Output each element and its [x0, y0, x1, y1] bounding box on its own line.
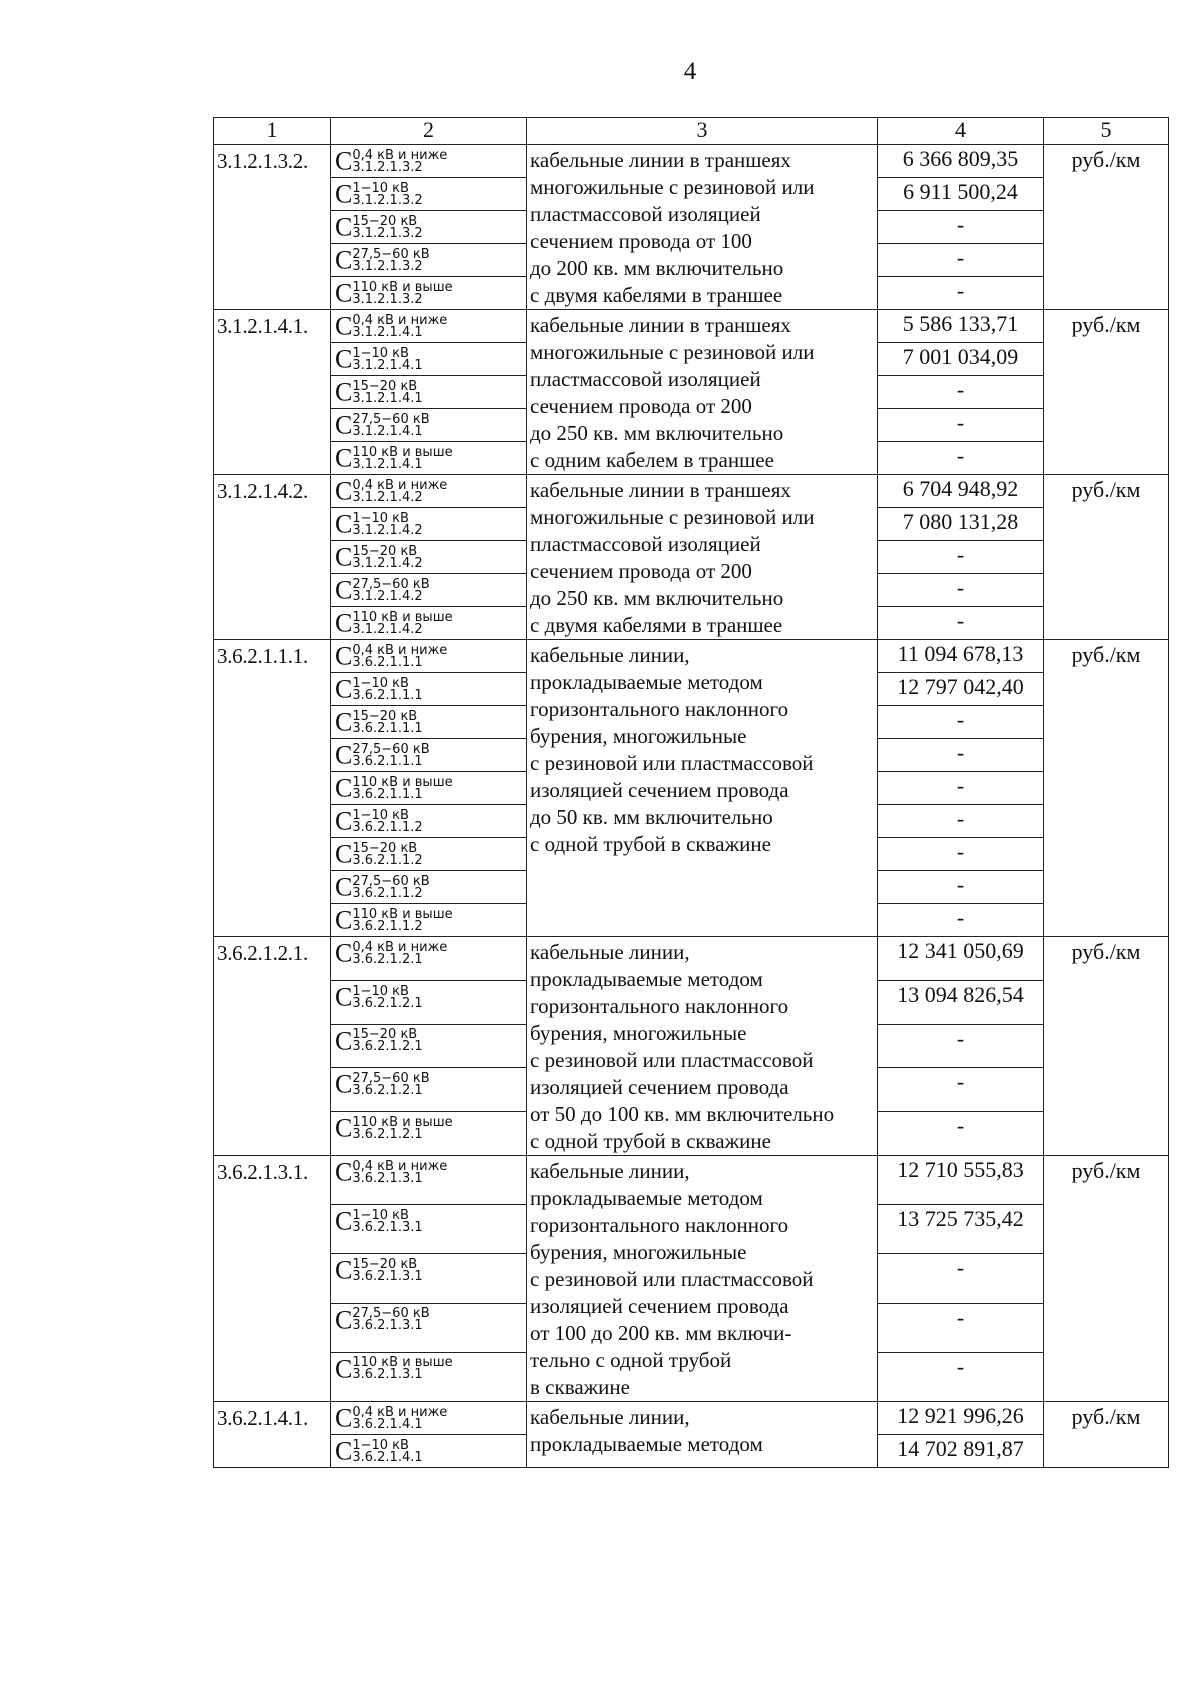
rate-index: 3.6.2.1.1.1	[352, 753, 423, 769]
symbol-indices	[352, 477, 448, 505]
rate-value: -	[878, 1303, 1044, 1352]
symbol-indices	[352, 411, 430, 439]
symbol-indices	[352, 1073, 429, 1097]
rate-symbol	[331, 376, 527, 409]
symbol-letter: C	[335, 542, 353, 572]
item-description	[527, 1156, 878, 1402]
rate-symbol	[331, 673, 527, 706]
rate-symbol	[331, 1303, 527, 1352]
rate-symbol	[331, 442, 527, 475]
rate-symbol	[331, 805, 527, 838]
rate-value: -	[878, 904, 1044, 937]
rate-value: -	[878, 1024, 1044, 1068]
description-line: сечением провода от 200	[530, 394, 752, 418]
item-code: 3.1.2.1.4.2.	[214, 475, 331, 640]
rate-index: 3.1.2.1.4.2	[352, 588, 423, 604]
header-row	[214, 118, 1169, 145]
symbol-letter: C	[335, 905, 353, 935]
symbol-letter: C	[335, 938, 353, 968]
voltage-class: 110 кВ и выше	[352, 279, 453, 295]
symbol-indices	[352, 1357, 452, 1381]
rate-value: 12 921 996,26	[878, 1402, 1044, 1435]
symbol-letter: C	[335, 839, 353, 869]
rate-index: 3.1.2.1.4.1	[352, 423, 423, 439]
rate-symbol	[331, 1068, 527, 1112]
symbol-letter: C	[335, 1305, 353, 1335]
description-line: кабельные линии,	[530, 1405, 690, 1429]
rate-symbol	[331, 904, 527, 937]
symbol-letter: C	[335, 509, 353, 539]
rate-symbol	[331, 1254, 527, 1303]
item-description	[527, 937, 878, 1156]
rate-value: -	[878, 376, 1044, 409]
symbol-letter: C	[335, 608, 353, 638]
table-header	[214, 118, 1169, 145]
symbol-letter: C	[335, 1403, 353, 1433]
symbol-indices	[352, 147, 448, 175]
description-line: многожильные с резиновой или	[530, 340, 815, 364]
description-line: горизонтального наклонного	[530, 994, 789, 1018]
rate-index: 3.6.2.1.2.1	[352, 951, 423, 967]
symbol-indices	[352, 675, 423, 703]
rate-symbol	[331, 1205, 527, 1254]
table-row	[214, 640, 1169, 673]
rate-symbol	[331, 1352, 527, 1401]
voltage-class: 110 кВ и выше	[352, 774, 453, 790]
symbol-indices	[352, 345, 423, 373]
description-line: кабельные линии,	[530, 1159, 690, 1183]
symbol-letter: C	[335, 1113, 353, 1143]
symbol-indices	[352, 312, 448, 340]
description-line: прокладываемые методом	[530, 1186, 763, 1210]
symbol-letter: C	[335, 641, 353, 671]
rate-index: 3.6.2.1.3.1	[352, 1269, 423, 1285]
symbol-letter: C	[335, 1157, 353, 1187]
rate-index: 3.6.2.1.2.1	[352, 1039, 423, 1055]
symbol-letter: C	[335, 1206, 353, 1236]
symbol-indices	[352, 1114, 453, 1142]
rate-index: 3.6.2.1.1.1	[352, 654, 423, 670]
voltage-class: 1−10 кВ	[352, 807, 409, 823]
rate-value: 7 080 131,28	[878, 508, 1044, 541]
column-header: 2	[331, 118, 527, 145]
rate-value: -	[878, 1352, 1044, 1401]
rate-value: -	[878, 805, 1044, 838]
description-line: бурения, многожильные	[530, 1240, 747, 1264]
rate-value: -	[878, 838, 1044, 871]
rate-symbol	[331, 607, 527, 640]
description-line: сечением провода от 200	[530, 559, 752, 583]
symbol-letter: C	[335, 707, 353, 737]
symbol-letter: C	[335, 773, 353, 803]
symbol-indices	[352, 708, 423, 736]
table-row	[214, 1156, 1169, 1205]
symbol-indices	[352, 378, 423, 406]
description-line: от 100 до 200 кв. мм включи-	[530, 1321, 792, 1345]
item-description	[527, 310, 878, 475]
symbol-indices	[352, 906, 453, 934]
rate-index: 3.6.2.1.1.2	[352, 852, 423, 868]
rate-value: -	[878, 541, 1044, 574]
rate-index: 3.6.2.1.4.1	[352, 1416, 423, 1432]
rate-symbol	[331, 343, 527, 376]
column-header: 5	[1044, 118, 1169, 145]
rate-index: 3.6.2.1.1.2	[352, 819, 423, 835]
rate-symbol	[331, 574, 527, 607]
symbol-indices	[352, 576, 430, 604]
rate-index: 3.1.2.1.4.1	[352, 456, 423, 472]
rate-symbol	[331, 1402, 527, 1435]
table-row	[214, 310, 1169, 343]
voltage-class: 110 кВ и выше	[352, 906, 453, 922]
rate-index: 3.6.2.1.3.1	[352, 1170, 423, 1186]
voltage-class: 15−20 кВ	[352, 543, 418, 559]
symbol-letter: C	[335, 740, 353, 770]
symbol-letter: C	[335, 1070, 353, 1100]
voltage-class: 15−20 кВ	[352, 1027, 418, 1043]
symbol-letter: C	[335, 674, 353, 704]
symbol-indices	[352, 609, 453, 637]
item-code: 3.1.2.1.3.2.	[214, 145, 331, 310]
description-line: кабельные линии в траншеях	[530, 148, 791, 172]
description-line: сечением провода от 100	[530, 229, 752, 253]
voltage-class: 0,4 кВ и ниже	[352, 642, 448, 658]
table-row	[214, 145, 1169, 178]
rate-value: -	[878, 706, 1044, 739]
rate-symbol	[331, 706, 527, 739]
rate-symbol	[331, 1024, 527, 1068]
page-number: 4	[683, 58, 697, 85]
description-line: горизонтального наклонного	[530, 1213, 789, 1237]
voltage-class: 27,5−60 кВ	[352, 741, 430, 757]
symbol-indices	[352, 444, 453, 472]
item-description	[527, 640, 878, 937]
description-line: с одной трубой в скважине	[530, 1129, 771, 1153]
description-line: до 250 кв. мм включительно	[530, 586, 784, 610]
symbol-letter: C	[335, 410, 353, 440]
description-line: кабельные линии в траншеях	[530, 313, 791, 337]
rate-value: -	[878, 607, 1044, 640]
rate-index: 3.1.2.1.3.2	[352, 159, 423, 175]
rate-index: 3.1.2.1.3.2	[352, 258, 423, 274]
voltage-class: 1−10 кВ	[352, 675, 409, 691]
voltage-class: 27,5−60 кВ	[352, 1306, 430, 1322]
description-line: многожильные с резиновой или	[530, 505, 815, 529]
symbol-indices	[352, 983, 423, 1011]
symbol-indices	[352, 1158, 448, 1186]
voltage-class: 27,5−60 кВ	[352, 246, 430, 262]
description-line: до 50 кв. мм включительно	[530, 805, 773, 829]
voltage-class: 1−10 кВ	[352, 1207, 409, 1223]
description-line: горизонтального наклонного	[530, 697, 789, 721]
rate-index: 3.1.2.1.3.2	[352, 225, 423, 241]
symbol-indices	[352, 1029, 422, 1053]
symbol-letter: C	[335, 212, 353, 242]
rate-value: 6 366 809,35	[878, 145, 1044, 178]
unit-of-measure: руб./км	[1044, 640, 1169, 937]
symbol-indices	[352, 510, 423, 538]
rate-symbol	[331, 640, 527, 673]
description-line: с двумя кабелями в траншее	[530, 283, 783, 307]
voltage-class: 27,5−60 кВ	[352, 1071, 430, 1087]
rate-symbol	[331, 937, 527, 981]
unit-of-measure: руб./км	[1044, 1402, 1169, 1468]
voltage-class: 27,5−60 кВ	[352, 411, 430, 427]
voltage-class: 0,4 кВ и ниже	[352, 477, 448, 493]
rate-symbol	[331, 739, 527, 772]
column-header: 3	[527, 118, 878, 145]
rate-value: 6 911 500,24	[878, 178, 1044, 211]
description-line: кабельные линии,	[530, 643, 690, 667]
rate-index: 3.1.2.1.4.1	[352, 357, 423, 373]
rate-value: -	[878, 1254, 1044, 1303]
symbol-letter: C	[335, 1436, 353, 1466]
symbol-indices	[352, 840, 423, 868]
description-line: с одной трубой в скважине	[530, 832, 771, 856]
voltage-class: 1−10 кВ	[352, 510, 409, 526]
rate-index: 3.1.2.1.4.2	[352, 621, 423, 637]
item-description	[527, 1402, 878, 1468]
rate-symbol	[331, 1435, 527, 1468]
symbol-indices	[352, 246, 430, 274]
rate-value: 12 710 555,83	[878, 1156, 1044, 1205]
symbol-indices	[352, 642, 448, 670]
symbol-indices	[352, 543, 423, 571]
table-body	[214, 145, 1169, 1468]
symbol-letter: C	[335, 377, 353, 407]
symbol-indices	[352, 1207, 423, 1235]
rate-value: -	[878, 772, 1044, 805]
symbol-letter: C	[335, 982, 353, 1012]
rate-index: 3.6.2.1.1.1	[352, 720, 423, 736]
voltage-class: 15−20 кВ	[352, 213, 418, 229]
rate-value: -	[878, 244, 1044, 277]
description-line: многожильные с резиновой или	[530, 175, 815, 199]
description-line: пластмассовой изоляцией	[530, 532, 761, 556]
voltage-class: 0,4 кВ и ниже	[352, 1404, 448, 1420]
symbol-letter: C	[335, 575, 353, 605]
rate-index: 3.6.2.1.1.1	[352, 786, 423, 802]
rate-value: 12 341 050,69	[878, 937, 1044, 981]
symbol-letter: C	[335, 179, 353, 209]
voltage-class: 27,5−60 кВ	[352, 873, 430, 889]
item-code: 3.6.2.1.1.1.	[214, 640, 331, 937]
description-line: изоляцией сечением провода	[530, 1075, 789, 1099]
description-line: с резиновой или пластмассовой	[530, 1048, 814, 1072]
voltage-class: 15−20 кВ	[352, 840, 418, 856]
description-line: тельно с одной трубой	[530, 1348, 732, 1372]
description-line: изоляцией сечением провода	[530, 778, 789, 802]
description-line: до 250 кв. мм включительно	[530, 421, 784, 445]
column-header: 1	[214, 118, 331, 145]
symbol-indices	[352, 1437, 423, 1465]
rate-symbol	[331, 244, 527, 277]
rate-symbol	[331, 772, 527, 805]
column-header: 4	[878, 118, 1044, 145]
description-line: прокладываемые методом	[530, 670, 763, 694]
rate-symbol	[331, 277, 527, 310]
rate-value: 13 725 735,42	[878, 1205, 1044, 1254]
rate-value: -	[878, 1068, 1044, 1112]
rate-value: 6 704 948,92	[878, 475, 1044, 508]
voltage-class: 110 кВ и выше	[352, 609, 453, 625]
voltage-class: 15−20 кВ	[352, 1257, 418, 1273]
voltage-class: 0,4 кВ и ниже	[352, 312, 448, 328]
rate-symbol	[331, 211, 527, 244]
unit-of-measure: руб./км	[1044, 475, 1169, 640]
item-description	[527, 145, 878, 310]
voltage-class: 0,4 кВ и ниже	[352, 147, 448, 163]
description-line: бурения, многожильные	[530, 1021, 747, 1045]
voltage-class: 1−10 кВ	[352, 983, 409, 999]
description-line: прокладываемые методом	[530, 1432, 763, 1456]
description-line: кабельные линии,	[530, 940, 690, 964]
symbol-letter: C	[335, 311, 353, 341]
description-line: с резиновой или пластмассовой	[530, 751, 814, 775]
description-line: с двумя кабелями в траншее	[530, 613, 783, 637]
voltage-class: 1−10 кВ	[352, 1437, 409, 1453]
rate-value: 13 094 826,54	[878, 980, 1044, 1024]
rate-symbol	[331, 871, 527, 904]
description-line: от 50 до 100 кв. мм включительно	[530, 1102, 835, 1126]
symbol-letter: C	[335, 344, 353, 374]
symbol-indices	[352, 213, 423, 241]
symbol-letter: C	[335, 443, 353, 473]
symbol-indices	[352, 1404, 448, 1432]
rate-index: 3.1.2.1.4.1	[352, 324, 423, 340]
voltage-class: 27,5−60 кВ	[352, 576, 430, 592]
symbol-indices	[352, 939, 448, 967]
voltage-class: 110 кВ и выше	[352, 1114, 453, 1130]
voltage-class: 1−10 кВ	[352, 180, 409, 196]
voltage-class: 110 кВ и выше	[352, 1355, 453, 1371]
symbol-indices	[352, 741, 430, 769]
symbol-indices	[352, 1308, 429, 1332]
symbol-indices	[352, 774, 453, 802]
rate-symbol	[331, 1112, 527, 1156]
item-code: 3.1.2.1.4.1.	[214, 310, 331, 475]
symbol-letter: C	[335, 1026, 353, 1056]
item-code: 3.6.2.1.4.1.	[214, 1402, 331, 1468]
rate-symbol	[331, 1156, 527, 1205]
rate-symbol	[331, 541, 527, 574]
rate-index: 3.1.2.1.3.2	[352, 192, 423, 208]
rate-index: 3.1.2.1.4.1	[352, 390, 423, 406]
symbol-letter: C	[335, 245, 353, 275]
description-line: кабельные линии в траншеях	[530, 478, 791, 502]
rate-index: 3.6.2.1.3.1	[352, 1219, 423, 1235]
item-code: 3.6.2.1.3.1.	[214, 1156, 331, 1402]
rate-value: -	[878, 1112, 1044, 1156]
voltage-class: 0,4 кВ и ниже	[352, 1158, 448, 1174]
rate-value: 5 586 133,71	[878, 310, 1044, 343]
rate-value: -	[878, 277, 1044, 310]
description-line: с резиновой или пластмассовой	[530, 1267, 814, 1291]
table-row	[214, 937, 1169, 981]
rate-value: 11 094 678,13	[878, 640, 1044, 673]
description-line: изоляцией сечением провода	[530, 1294, 789, 1318]
rate-value: 12 797 042,40	[878, 673, 1044, 706]
rate-symbol	[331, 838, 527, 871]
voltage-class: 1−10 кВ	[352, 345, 409, 361]
symbol-indices	[352, 807, 423, 835]
rate-value: -	[878, 409, 1044, 442]
rate-value: -	[878, 442, 1044, 475]
symbol-letter: C	[335, 146, 353, 176]
rate-symbol	[331, 409, 527, 442]
rate-index: 3.6.2.1.3.1	[352, 1367, 423, 1383]
table-row	[214, 475, 1169, 508]
rate-symbol	[331, 980, 527, 1024]
symbol-letter: C	[335, 278, 353, 308]
symbol-letter: C	[335, 1256, 353, 1286]
rate-value: -	[878, 739, 1044, 772]
rate-value: -	[878, 574, 1044, 607]
rate-index: 3.1.2.1.4.2	[352, 489, 423, 505]
voltage-class: 15−20 кВ	[352, 708, 418, 724]
symbol-letter: C	[335, 1354, 353, 1384]
unit-of-measure: руб./км	[1044, 145, 1169, 310]
rate-index: 3.1.2.1.3.2	[352, 291, 423, 307]
rate-index: 3.6.2.1.2.1	[352, 1083, 423, 1099]
voltage-class: 0,4 кВ и ниже	[352, 939, 448, 955]
unit-of-measure: руб./км	[1044, 1156, 1169, 1402]
item-code: 3.6.2.1.2.1.	[214, 937, 331, 1156]
unit-of-measure: руб./км	[1044, 310, 1169, 475]
voltage-class: 15−20 кВ	[352, 378, 418, 394]
rate-value: 14 702 891,87	[878, 1435, 1044, 1468]
rate-index: 3.6.2.1.1.2	[352, 885, 423, 901]
description-line: бурения, многожильные	[530, 724, 747, 748]
rates-table	[213, 117, 1169, 1468]
unit-of-measure: руб./км	[1044, 937, 1169, 1156]
rate-index: 3.6.2.1.1.2	[352, 918, 423, 934]
rate-index: 3.6.2.1.1.1	[352, 687, 423, 703]
symbol-letter: C	[335, 476, 353, 506]
symbol-indices	[352, 873, 430, 901]
item-description	[527, 475, 878, 640]
description-line: с одним кабелем в траншее	[530, 448, 774, 472]
symbol-indices	[352, 180, 423, 208]
description-line: пластмассовой изоляцией	[530, 202, 761, 226]
rate-index: 3.6.2.1.4.1	[352, 1449, 423, 1465]
rate-index: 3.6.2.1.3.1	[352, 1318, 423, 1334]
description-line: пластмассовой изоляцией	[530, 367, 761, 391]
rate-symbol	[331, 145, 527, 178]
rate-index: 3.1.2.1.4.2	[352, 522, 423, 538]
rate-symbol	[331, 508, 527, 541]
rate-symbol	[331, 475, 527, 508]
rate-value: 7 001 034,09	[878, 343, 1044, 376]
rate-index: 3.1.2.1.4.2	[352, 555, 423, 571]
symbol-indices	[352, 279, 453, 307]
description-line: прокладываемые методом	[530, 967, 763, 991]
symbol-letter: C	[335, 806, 353, 836]
symbol-letter: C	[335, 872, 353, 902]
table-row	[214, 1402, 1169, 1435]
rate-index: 3.6.2.1.2.1	[352, 1126, 423, 1142]
rate-index: 3.6.2.1.2.1	[352, 995, 423, 1011]
description-line: до 200 кв. мм включительно	[530, 256, 784, 280]
voltage-class: 110 кВ и выше	[352, 444, 453, 460]
rate-value: -	[878, 211, 1044, 244]
rate-symbol	[331, 178, 527, 211]
rate-symbol	[331, 310, 527, 343]
symbol-indices	[352, 1259, 422, 1283]
description-line: в скважине	[530, 1375, 630, 1399]
rate-value: -	[878, 871, 1044, 904]
